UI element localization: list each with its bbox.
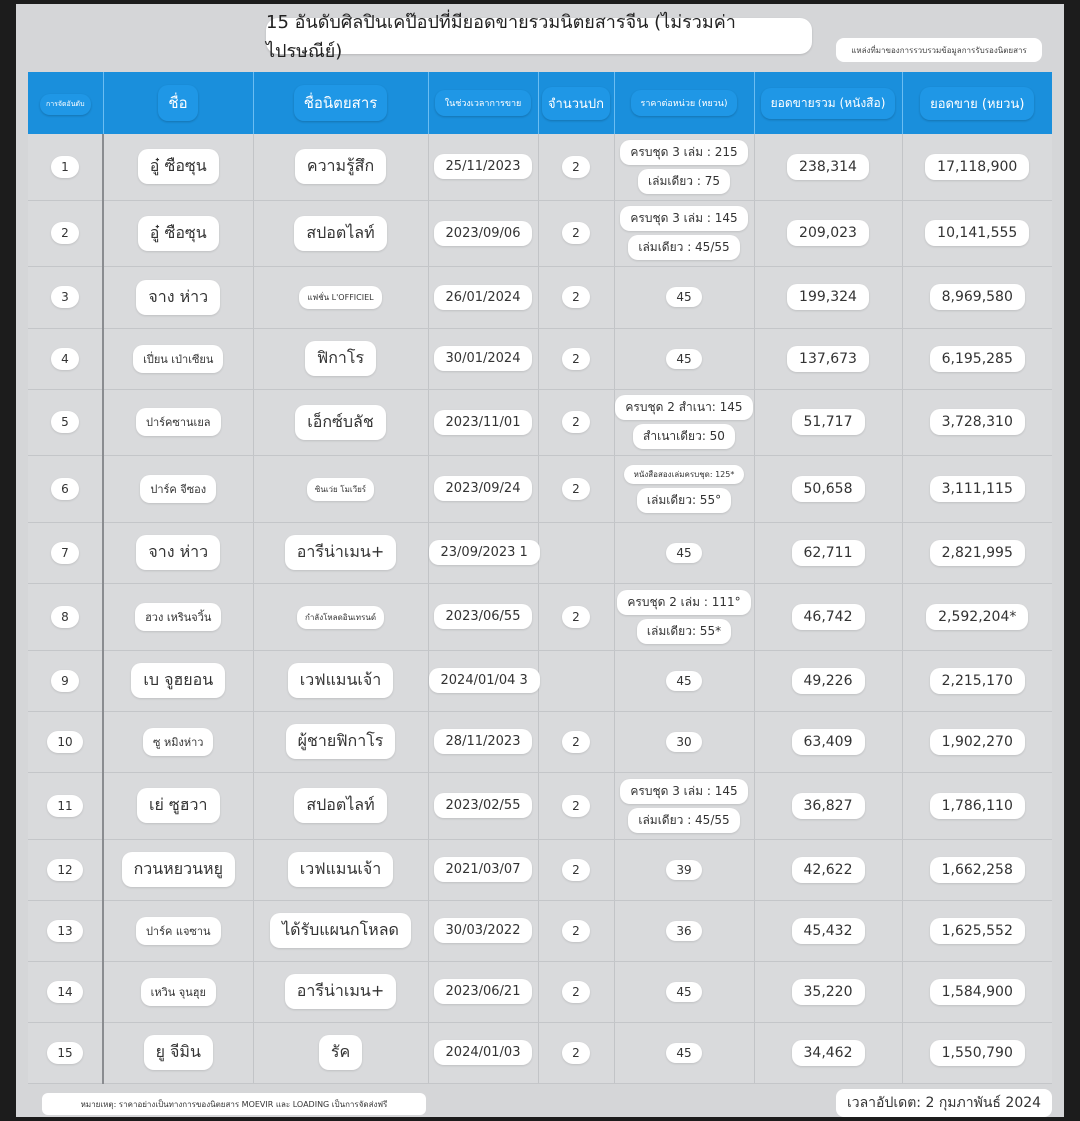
price-line: 39 bbox=[666, 860, 701, 880]
unit-price bbox=[615, 732, 754, 752]
magazine-cell bbox=[253, 389, 428, 455]
rank-cell bbox=[28, 583, 103, 650]
price-line: ครบชุด 2 เล่ม : 111° bbox=[617, 590, 750, 615]
price-line: ครบชุด 2 สำเนา: 145 bbox=[615, 395, 752, 420]
total-copies: 50,658 bbox=[792, 476, 865, 502]
cover-count: 2 bbox=[562, 981, 590, 1003]
revenue-cell bbox=[902, 839, 1052, 900]
price-cell bbox=[614, 839, 754, 900]
cover-count: 2 bbox=[562, 859, 590, 881]
sale-date: 2021/03/07 bbox=[434, 857, 533, 882]
total-copies: 46,742 bbox=[792, 604, 865, 630]
price-line: 30 bbox=[666, 732, 701, 752]
table-row bbox=[28, 772, 1052, 839]
unit-price bbox=[615, 140, 754, 194]
magazine-cell bbox=[253, 772, 428, 839]
copies-cell bbox=[754, 266, 902, 328]
ranking-table bbox=[28, 72, 1052, 1084]
magazine-cell bbox=[253, 522, 428, 583]
revenue: 3,728,310 bbox=[930, 409, 1025, 435]
name-cell bbox=[103, 389, 253, 455]
total-copies: 34,462 bbox=[792, 1040, 865, 1066]
name-cell bbox=[103, 134, 253, 200]
price-line: เล่มเดียว : 75 bbox=[638, 169, 730, 194]
sale-date: 25/11/2023 bbox=[434, 154, 533, 179]
covers-cell bbox=[538, 650, 614, 711]
date-cell bbox=[428, 711, 538, 772]
header-sale-period: ในช่วงเวลาการขาย bbox=[428, 72, 538, 134]
date-cell bbox=[428, 961, 538, 1022]
table-row bbox=[28, 522, 1052, 583]
unit-price bbox=[615, 982, 754, 1002]
name-cell bbox=[103, 650, 253, 711]
magazine-cell bbox=[253, 200, 428, 266]
table-row bbox=[28, 900, 1052, 961]
cover-count: 2 bbox=[562, 156, 590, 178]
revenue: 1,550,790 bbox=[930, 1040, 1025, 1066]
revenue: 2,215,170 bbox=[930, 668, 1025, 694]
unit-price bbox=[615, 779, 754, 833]
rank-cell bbox=[28, 266, 103, 328]
price-line: 45 bbox=[666, 287, 701, 307]
price-line: ครบชุด 3 เล่ม : 145 bbox=[620, 779, 747, 804]
artist-name: จาง ห่าว bbox=[136, 535, 220, 570]
magazine-cell bbox=[253, 134, 428, 200]
revenue: 1,584,900 bbox=[930, 979, 1025, 1005]
name-cell bbox=[103, 961, 253, 1022]
rank-cell bbox=[28, 772, 103, 839]
date-cell bbox=[428, 1022, 538, 1083]
revenue-cell bbox=[902, 134, 1052, 200]
sale-date: 2023/06/55 bbox=[434, 604, 533, 629]
price-cell bbox=[614, 455, 754, 522]
magazine-cell bbox=[253, 583, 428, 650]
sale-date: 30/03/2022 bbox=[434, 918, 533, 943]
artist-name: เหวิน จุนฮุย bbox=[141, 978, 216, 1006]
revenue-cell bbox=[902, 328, 1052, 389]
table-row bbox=[28, 711, 1052, 772]
magazine-name: ฟิกาโร bbox=[305, 341, 376, 376]
magazine-cell bbox=[253, 1022, 428, 1083]
magazine-name: ซินเว่ย โมเวียร์ bbox=[307, 478, 374, 501]
header-unit-price: ราคาต่อหน่วย (หยวน) bbox=[614, 72, 754, 134]
revenue: 1,662,258 bbox=[930, 857, 1025, 883]
cover-count: 2 bbox=[562, 478, 590, 500]
name-cell bbox=[103, 328, 253, 389]
covers-cell bbox=[538, 900, 614, 961]
magazine-name: เวฟแมนเจ้า bbox=[288, 663, 393, 698]
total-copies: 51,717 bbox=[792, 409, 865, 435]
revenue: 3,111,115 bbox=[930, 476, 1025, 502]
covers-cell bbox=[538, 266, 614, 328]
rank-value: 4 bbox=[51, 348, 79, 370]
price-cell bbox=[614, 389, 754, 455]
price-cell bbox=[614, 772, 754, 839]
date-cell bbox=[428, 455, 538, 522]
header-revenue: ยอดขาย (หยวน) bbox=[902, 72, 1052, 134]
rank-value: 12 bbox=[47, 859, 82, 881]
magazine-cell bbox=[253, 711, 428, 772]
sale-date: 26/01/2024 bbox=[434, 285, 533, 310]
copies-cell bbox=[754, 134, 902, 200]
price-cell bbox=[614, 1022, 754, 1083]
name-cell bbox=[103, 522, 253, 583]
price-line: สำเนาเดียว: 50 bbox=[633, 424, 735, 449]
revenue-cell bbox=[902, 583, 1052, 650]
rank-value: 2 bbox=[51, 222, 79, 244]
ranking-sheet bbox=[16, 4, 1064, 1117]
unit-price bbox=[615, 1043, 754, 1063]
copies-cell bbox=[754, 1022, 902, 1083]
magazine-name: เอ็กซ์บลัช bbox=[295, 405, 385, 440]
magazine-cell bbox=[253, 961, 428, 1022]
magazine-cell bbox=[253, 839, 428, 900]
cover-count: 2 bbox=[562, 606, 590, 628]
price-cell bbox=[614, 328, 754, 389]
price-line: เล่มเดียว: 55° bbox=[637, 488, 731, 513]
name-cell bbox=[103, 839, 253, 900]
magazine-name: ความรู้สึก bbox=[295, 149, 386, 184]
sale-date: 2023/09/24 bbox=[434, 476, 533, 501]
unit-price bbox=[615, 590, 754, 644]
magazine-name: ได้รับแผนกโหลด bbox=[270, 913, 411, 948]
date-cell bbox=[428, 134, 538, 200]
magazine-name: สปอตไลท์ bbox=[294, 216, 386, 251]
magazine-name: แฟชั่น L'OFFICIEL bbox=[299, 286, 381, 309]
revenue-cell bbox=[902, 522, 1052, 583]
sale-date: 23/09/2023 1 bbox=[429, 540, 540, 565]
magazine-name: เวฟแมนเจ้า bbox=[288, 852, 393, 887]
name-cell bbox=[103, 1022, 253, 1083]
update-time: เวลาอัปเดต: 2 กุมภาพันธ์ 2024 bbox=[836, 1089, 1052, 1117]
price-line: หนังสือสองเล่มครบชุด: 125* bbox=[624, 465, 745, 484]
rank-value: 5 bbox=[51, 411, 79, 433]
unit-price bbox=[615, 287, 754, 307]
copies-cell bbox=[754, 389, 902, 455]
name-cell bbox=[103, 266, 253, 328]
rank-cell bbox=[28, 200, 103, 266]
date-cell bbox=[428, 900, 538, 961]
rank-cell bbox=[28, 711, 103, 772]
header-covers: จำนวนปก bbox=[538, 72, 614, 134]
price-line: ครบชุด 3 เล่ม : 145 bbox=[620, 206, 747, 231]
total-copies: 35,220 bbox=[792, 979, 865, 1005]
revenue-cell bbox=[902, 1022, 1052, 1083]
rank-cell bbox=[28, 389, 103, 455]
magazine-cell bbox=[253, 266, 428, 328]
price-line: 45 bbox=[666, 1043, 701, 1063]
magazine-cell bbox=[253, 900, 428, 961]
table-row bbox=[28, 650, 1052, 711]
header-magazine: ชื่อนิตยสาร bbox=[253, 72, 428, 134]
revenue: 1,786,110 bbox=[930, 793, 1025, 819]
cover-count: 2 bbox=[562, 411, 590, 433]
date-cell bbox=[428, 650, 538, 711]
cover-count: 2 bbox=[562, 348, 590, 370]
magazine-name: รัค bbox=[319, 1035, 362, 1070]
revenue: 2,592,204* bbox=[926, 604, 1028, 630]
total-copies: 42,622 bbox=[792, 857, 865, 883]
total-copies: 209,023 bbox=[787, 220, 869, 246]
covers-cell bbox=[538, 522, 614, 583]
revenue-cell bbox=[902, 772, 1052, 839]
artist-name: ซู หมิงห่าว bbox=[143, 728, 213, 756]
unit-price bbox=[615, 671, 754, 691]
price-line: เล่มเดียว: 55* bbox=[637, 619, 731, 644]
copies-cell bbox=[754, 839, 902, 900]
revenue-cell bbox=[902, 650, 1052, 711]
total-copies: 199,324 bbox=[787, 284, 869, 310]
rank-cell bbox=[28, 134, 103, 200]
revenue: 2,821,995 bbox=[930, 540, 1025, 566]
date-cell bbox=[428, 583, 538, 650]
price-cell bbox=[614, 134, 754, 200]
revenue: 10,141,555 bbox=[925, 220, 1029, 246]
covers-cell bbox=[538, 961, 614, 1022]
unit-price bbox=[615, 921, 754, 941]
rank-cell bbox=[28, 900, 103, 961]
covers-cell bbox=[538, 711, 614, 772]
total-copies: 238,314 bbox=[787, 154, 869, 180]
date-cell bbox=[428, 389, 538, 455]
cover-count: 2 bbox=[562, 286, 590, 308]
revenue: 17,118,900 bbox=[925, 154, 1029, 180]
revenue-cell bbox=[902, 900, 1052, 961]
artist-name: ยู จีมิน bbox=[144, 1035, 213, 1070]
magazine-name: ผู้ชายฟิกาโร bbox=[286, 724, 396, 759]
covers-cell bbox=[538, 328, 614, 389]
table-row bbox=[28, 328, 1052, 389]
total-copies: 45,432 bbox=[792, 918, 865, 944]
unit-price bbox=[615, 349, 754, 369]
table-row bbox=[28, 583, 1052, 650]
table-header-row bbox=[28, 72, 1052, 134]
date-cell bbox=[428, 328, 538, 389]
magazine-name: กำลังโหลดอินเทรนด์ bbox=[297, 606, 384, 629]
rank-cell bbox=[28, 650, 103, 711]
magazine-cell bbox=[253, 455, 428, 522]
price-line: 36 bbox=[666, 921, 701, 941]
table-row bbox=[28, 200, 1052, 266]
header-rank: การจัดอันดับ bbox=[28, 72, 103, 134]
date-cell bbox=[428, 839, 538, 900]
sale-date: 2023/02/55 bbox=[434, 793, 533, 818]
unit-price bbox=[615, 860, 754, 880]
sale-date: 30/01/2024 bbox=[434, 346, 533, 371]
sale-date: 2023/11/01 bbox=[434, 410, 533, 435]
sale-date: 2023/09/06 bbox=[434, 221, 533, 246]
rank-cell bbox=[28, 839, 103, 900]
rank-value: 9 bbox=[51, 670, 79, 692]
revenue-cell bbox=[902, 389, 1052, 455]
magazine-name: อารีน่าเมน+ bbox=[285, 974, 396, 1009]
covers-cell bbox=[538, 134, 614, 200]
artist-name: จาง ห่าว bbox=[136, 280, 220, 315]
magazine-name: สปอตไลท์ bbox=[294, 788, 386, 823]
covers-cell bbox=[538, 455, 614, 522]
rank-value: 13 bbox=[47, 920, 82, 942]
rank-cell bbox=[28, 522, 103, 583]
copies-cell bbox=[754, 900, 902, 961]
date-cell bbox=[428, 266, 538, 328]
date-cell bbox=[428, 200, 538, 266]
copies-cell bbox=[754, 650, 902, 711]
table-row bbox=[28, 961, 1052, 1022]
revenue-cell bbox=[902, 200, 1052, 266]
artist-name: กวนหยวนหยู bbox=[122, 852, 235, 887]
total-copies: 49,226 bbox=[792, 668, 865, 694]
copies-cell bbox=[754, 961, 902, 1022]
date-cell bbox=[428, 772, 538, 839]
cover-count: 2 bbox=[562, 920, 590, 942]
price-line: ครบชุด 3 เล่ม : 215 bbox=[620, 140, 747, 165]
cover-count: 2 bbox=[562, 222, 590, 244]
sale-date: 2024/01/04 3 bbox=[429, 668, 540, 693]
unit-price bbox=[615, 465, 754, 513]
name-cell bbox=[103, 583, 253, 650]
date-cell bbox=[428, 522, 538, 583]
artist-name: ฮวง เหรินจวิ้น bbox=[135, 603, 221, 631]
rank-value: 14 bbox=[47, 981, 82, 1003]
cover-count: 2 bbox=[562, 1042, 590, 1064]
name-cell bbox=[103, 200, 253, 266]
total-copies: 62,711 bbox=[792, 540, 865, 566]
price-line: 45 bbox=[666, 543, 701, 563]
revenue: 6,195,285 bbox=[930, 346, 1025, 372]
total-copies: 137,673 bbox=[787, 346, 869, 372]
artist-name: เปี่ยน เป่าเซียน bbox=[133, 345, 223, 373]
revenue-cell bbox=[902, 266, 1052, 328]
price-line: เล่มเดียว : 45/55 bbox=[628, 808, 739, 833]
covers-cell bbox=[538, 772, 614, 839]
revenue-cell bbox=[902, 711, 1052, 772]
price-cell bbox=[614, 900, 754, 961]
copies-cell bbox=[754, 200, 902, 266]
price-cell bbox=[614, 266, 754, 328]
unit-price bbox=[615, 543, 754, 563]
copies-cell bbox=[754, 583, 902, 650]
artist-name: เย่ ซูฮวา bbox=[137, 788, 220, 823]
sale-date: 2024/01/03 bbox=[434, 1040, 533, 1065]
table-row bbox=[28, 839, 1052, 900]
cover-count: 2 bbox=[562, 731, 590, 753]
price-cell bbox=[614, 961, 754, 1022]
table-row bbox=[28, 389, 1052, 455]
rank-cell bbox=[28, 1022, 103, 1083]
rank-cell bbox=[28, 961, 103, 1022]
name-cell bbox=[103, 772, 253, 839]
footnote: หมายเหตุ: ราคาอย่างเป็นทางการของนิตยสาร MOEVIR และ LOADING เป็นการจัดส่งฟรี bbox=[42, 1093, 426, 1115]
price-line: 45 bbox=[666, 982, 701, 1002]
artist-name: เบ จูฮยอน bbox=[131, 663, 225, 698]
name-cell bbox=[103, 900, 253, 961]
cover-count: 2 bbox=[562, 795, 590, 817]
name-cell bbox=[103, 455, 253, 522]
magazine-cell bbox=[253, 328, 428, 389]
header-name: ชื่อ bbox=[103, 72, 253, 134]
total-copies: 63,409 bbox=[792, 729, 865, 755]
covers-cell bbox=[538, 1022, 614, 1083]
price-cell bbox=[614, 711, 754, 772]
rank-value: 15 bbox=[47, 1042, 82, 1064]
covers-cell bbox=[538, 839, 614, 900]
page-title: 15 อันดับศิลปินเคป๊อปที่มียอดขายรวมนิตยสารจีน (ไม่รวมค่าไปรษณีย์) bbox=[266, 18, 812, 54]
copies-cell bbox=[754, 772, 902, 839]
rank-cell bbox=[28, 328, 103, 389]
price-line: 45 bbox=[666, 671, 701, 691]
price-cell bbox=[614, 583, 754, 650]
source-label: แหล่งที่มาของการรวบรวมข้อมูลการรับรองนิตยสาร bbox=[836, 38, 1042, 62]
rank-value: 1 bbox=[51, 156, 79, 178]
artist-name: ปาร์ค จีซอง bbox=[140, 475, 216, 503]
copies-cell bbox=[754, 522, 902, 583]
price-cell bbox=[614, 200, 754, 266]
revenue: 8,969,580 bbox=[930, 284, 1025, 310]
revenue-cell bbox=[902, 455, 1052, 522]
rank-value: 6 bbox=[51, 478, 79, 500]
price-line: เล่มเดียว : 45/55 bbox=[628, 235, 739, 260]
revenue-cell bbox=[902, 961, 1052, 1022]
copies-cell bbox=[754, 455, 902, 522]
header-total-copies: ยอดขายรวม (หนังสือ) bbox=[754, 72, 902, 134]
rank-value: 10 bbox=[47, 731, 82, 753]
covers-cell bbox=[538, 200, 614, 266]
table-row bbox=[28, 455, 1052, 522]
total-copies: 36,827 bbox=[792, 793, 865, 819]
artist-name: อู๋ ซือซุน bbox=[138, 216, 219, 251]
table-row bbox=[28, 266, 1052, 328]
table-row bbox=[28, 1022, 1052, 1083]
revenue: 1,902,270 bbox=[930, 729, 1025, 755]
magazine-cell bbox=[253, 650, 428, 711]
sale-date: 2023/06/21 bbox=[434, 979, 533, 1004]
magazine-name: อารีน่าเมน+ bbox=[285, 535, 396, 570]
price-line: 45 bbox=[666, 349, 701, 369]
covers-cell bbox=[538, 389, 614, 455]
rank-value: 8 bbox=[51, 606, 79, 628]
artist-name: ปาร์คซานเยล bbox=[136, 408, 221, 436]
artist-name: อู๋ ซือซุน bbox=[138, 149, 219, 184]
sale-date: 28/11/2023 bbox=[434, 729, 533, 754]
price-cell bbox=[614, 522, 754, 583]
unit-price bbox=[615, 395, 754, 449]
revenue: 1,625,552 bbox=[930, 918, 1025, 944]
name-cell bbox=[103, 711, 253, 772]
unit-price bbox=[615, 206, 754, 260]
artist-name: ปาร์ค แจซาน bbox=[136, 917, 221, 945]
rank-cell bbox=[28, 455, 103, 522]
copies-cell bbox=[754, 328, 902, 389]
rank-value: 11 bbox=[47, 795, 82, 817]
covers-cell bbox=[538, 583, 614, 650]
table-row bbox=[28, 134, 1052, 200]
copies-cell bbox=[754, 711, 902, 772]
rank-value: 3 bbox=[51, 286, 79, 308]
price-cell bbox=[614, 650, 754, 711]
rank-value: 7 bbox=[51, 542, 79, 564]
